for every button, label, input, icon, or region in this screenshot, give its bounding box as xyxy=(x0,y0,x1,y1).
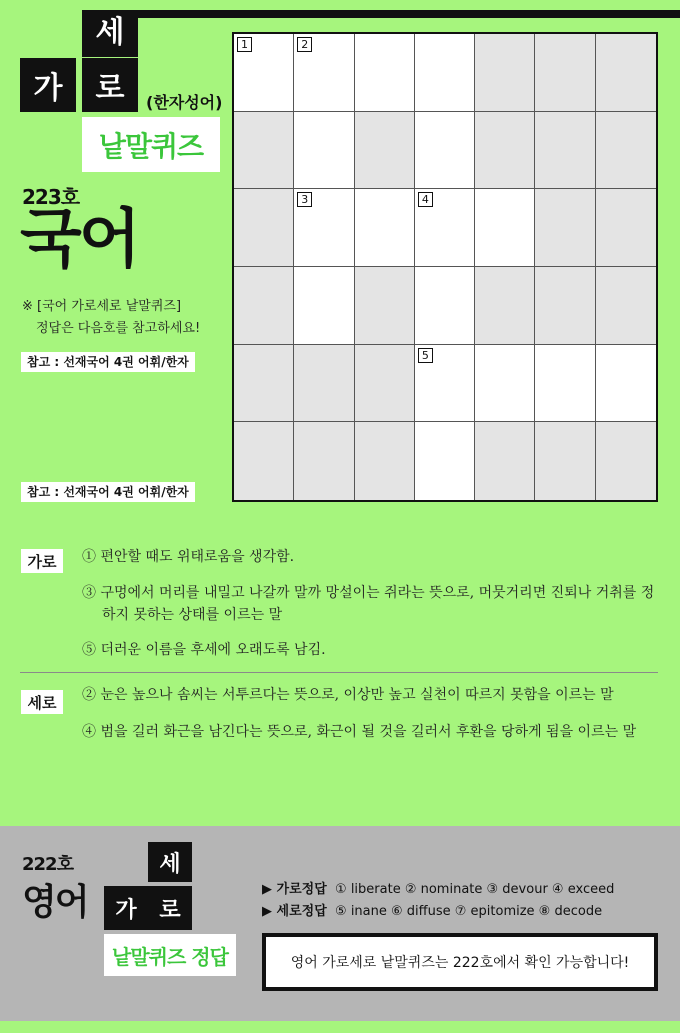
answer-subject: 영어 xyxy=(22,882,88,923)
grid-cell-blocked xyxy=(355,267,415,345)
clue-number: 4 xyxy=(418,192,433,207)
grid-cell[interactable] xyxy=(355,189,415,267)
grid-cell[interactable] xyxy=(234,34,294,112)
grid-cell-blocked xyxy=(596,34,656,112)
grid-cell-blocked xyxy=(535,189,595,267)
issue-number: 223호 xyxy=(22,185,80,209)
answer-block-ga: 가 xyxy=(104,886,148,930)
grid-cell-blocked xyxy=(234,267,294,345)
across-answers xyxy=(262,878,614,897)
hanja-note: (한자성어) xyxy=(146,93,223,112)
grid-cell-blocked xyxy=(355,422,415,500)
grid-cell-blocked xyxy=(596,189,656,267)
grid-cell[interactable] xyxy=(355,34,415,112)
grid-cell-blocked xyxy=(596,422,656,500)
answer-issue-number: 222호 xyxy=(22,854,73,875)
across-answers-label: ▶ 가로정답 xyxy=(262,882,327,897)
grid-cell-blocked xyxy=(475,34,535,112)
answer-section xyxy=(0,826,680,1021)
answer-notice: 영어 가로세로 낱말퀴즈는 222호에서 확인 가능합니다! xyxy=(262,933,658,991)
down-clue-4: ④ 범을 길러 화근을 남긴다는 뜻으로, 화근이 될 것을 길러서 후환을 당하게 됨을 이르는 말 xyxy=(82,724,637,740)
clue-number: 3 xyxy=(297,192,312,207)
grid-cell-blocked xyxy=(294,422,354,500)
grid-cell[interactable] xyxy=(415,189,475,267)
down-answers xyxy=(262,900,602,919)
grid-cell-blocked xyxy=(355,112,415,190)
grid-cell-blocked xyxy=(535,267,595,345)
across-clue-1: ① 편안할 때도 위태로움을 생각함. xyxy=(82,549,295,565)
title-block-ga: 가 xyxy=(20,58,76,112)
answer-block-ro: 로 xyxy=(148,886,192,930)
grid-cell-blocked xyxy=(475,267,535,345)
clue-number: 1 xyxy=(237,37,252,52)
grid-cell-blocked xyxy=(234,112,294,190)
title-block-se: 세 xyxy=(82,10,138,57)
down-answers-text: ⑤ inane ⑥ diffuse ⑦ epitomize ⑧ decode xyxy=(335,904,603,919)
grid-cell[interactable] xyxy=(294,34,354,112)
reference-label-top: 참고 : 선재국어 4권 어휘/한자 xyxy=(21,352,195,372)
grid-cell[interactable] xyxy=(294,267,354,345)
subject-title: 국어 xyxy=(20,203,138,277)
grid-cell[interactable] xyxy=(294,112,354,190)
crossword-grid xyxy=(232,32,658,502)
grid-cell-blocked xyxy=(535,422,595,500)
quiz-label: 낱말퀴즈 xyxy=(82,117,220,172)
clue-number: 2 xyxy=(297,37,312,52)
grid-cell[interactable] xyxy=(596,345,656,423)
grid-cell-blocked xyxy=(535,112,595,190)
answer-block-se: 세 xyxy=(148,842,192,882)
clue-number: 5 xyxy=(418,348,433,363)
grid-cell-blocked xyxy=(234,345,294,423)
grid-cell[interactable] xyxy=(535,345,595,423)
across-tag: 가로 xyxy=(21,549,63,573)
down-answers-label: ▶ 세로정답 xyxy=(262,904,327,919)
grid-cell[interactable] xyxy=(415,267,475,345)
grid-cell[interactable] xyxy=(415,112,475,190)
clue-divider xyxy=(20,672,658,673)
reference-label-bottom: 참고 : 선재국어 4권 어휘/한자 xyxy=(21,482,195,502)
instruction-note xyxy=(22,296,200,340)
note-line-2: 정답은 다음호를 참고하세요! xyxy=(36,321,201,336)
note-line-1: ※ [국어 가로세로 낱말퀴즈] xyxy=(22,299,182,314)
grid-cell[interactable] xyxy=(415,34,475,112)
across-answers-text: ① liberate ② nominate ③ devour ④ exceed xyxy=(335,882,615,897)
grid-cell[interactable] xyxy=(475,189,535,267)
down-tag: 세로 xyxy=(21,690,63,714)
across-clue-3: ③ 구멍에서 머리를 내밀고 나갈까 말까 망설이는 쥐라는 뜻으로, 머뭇거리면 진퇴나 거취를 정하지 못하는 상태를 이르는 말 xyxy=(82,585,655,623)
grid-cell[interactable] xyxy=(294,189,354,267)
grid-cell-blocked xyxy=(535,34,595,112)
title-block-ro: 로 xyxy=(82,58,138,112)
grid-cell[interactable] xyxy=(475,345,535,423)
top-bar xyxy=(82,10,680,18)
bottom-bar xyxy=(0,1021,680,1033)
grid-cell-blocked xyxy=(355,345,415,423)
down-clue-2: ② 눈은 높으나 솜씨는 서투르다는 뜻으로, 이상만 높고 실천이 따르지 못함을 이르는 말 xyxy=(82,687,614,703)
grid-cell-blocked xyxy=(475,422,535,500)
grid-cell[interactable] xyxy=(415,422,475,500)
grid-cell[interactable] xyxy=(415,345,475,423)
grid-cell-blocked xyxy=(596,267,656,345)
grid-cell-blocked xyxy=(596,112,656,190)
grid-cell-blocked xyxy=(234,422,294,500)
across-clue-5: ⑤ 더러운 이름을 후세에 오래도록 남김. xyxy=(82,642,326,658)
grid-cell-blocked xyxy=(475,112,535,190)
answer-quiz-label: 낱말퀴즈 정답 xyxy=(104,934,236,976)
grid-cell-blocked xyxy=(294,345,354,423)
grid-cell-blocked xyxy=(234,189,294,267)
